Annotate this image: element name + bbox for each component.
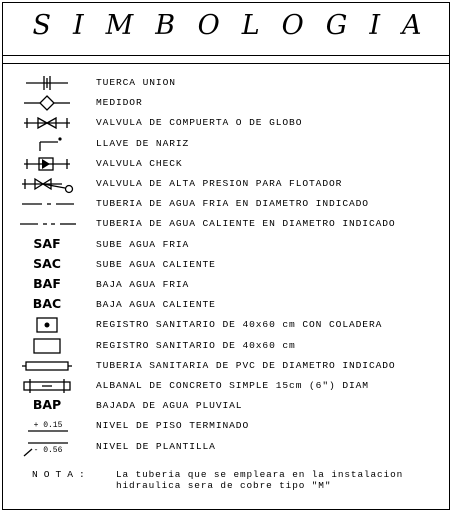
meter-icon [18,93,76,113]
legend-row [0,73,454,93]
concrete-drain-icon [18,376,76,396]
title-divider-bottom [2,63,450,64]
symbol-code: BAF [33,276,61,291]
level-value: + 0.15 [33,421,63,431]
legend-row [0,93,454,113]
gate-valve-icon [18,113,76,133]
legend-label: TUBERIA SANITARIA DE PVC DE DIAMETRO INDICADO [96,359,396,371]
legend-row [0,154,454,174]
pvc-pipe-icon [18,356,76,376]
legend-label: BAJA AGUA FRIA [96,279,190,290]
legend-label: LLAVE DE NARIZ [96,137,190,149]
legend-label: TUBERIA DE AGUA FRIA EN DIAMETRO INDICADO [96,198,369,210]
level-value: - 0.56 [33,445,63,455]
legend-row [0,134,454,154]
note-label: NOTA: [32,469,91,480]
legend-row [0,275,454,295]
legend-row [0,194,454,214]
legend-label: TUERCA UNION [96,77,176,88]
legend-label: SUBE AGUA CALIENTE [96,258,216,270]
symbol-code: BAP [32,397,62,413]
legend-row [0,315,454,335]
legend-row [0,416,454,436]
legend-label: REGISTRO SANITARIO DE 40x60 cm [96,339,296,351]
legend-row [0,174,454,194]
note-line-2: hidraulica sera de cobre tipo "M" [116,480,332,491]
legend-title: SIMBOLOGIA [32,10,444,41]
invert-level-icon [18,437,76,457]
legend-label: BAJA AGUA CALIENTE [96,299,216,311]
note-line-1: La tuberia que se empleara en la instalacion [116,469,404,480]
union-nut-icon [18,73,76,93]
legend-label: REGISTRO SANITARIO DE 40x60 cm CON COLADERA [96,319,383,331]
legend-row [0,336,454,356]
legend-label: VALVULA DE ALTA PRESION PARA FLOTADOR [96,178,343,189]
legend-label: ALBANAL DE CONCRETO SIMPLE 15cm (6") DIAM [96,380,369,391]
legend-row [0,396,454,416]
symbol-code: SAC [33,255,61,271]
legend-label: NIVEL DE PLANTILLA [96,440,216,452]
symbol-code: SAF [33,235,61,251]
legend-row [0,235,454,255]
register-icon [18,336,76,356]
check-valve-icon [18,154,76,174]
legend-label: VALVULA DE COMPUERTA O DE GLOBO [96,117,303,129]
floor-level-icon [18,416,76,436]
legend-row [0,376,454,396]
note-text [116,469,436,491]
cold-water-line-icon [18,194,76,214]
legend-label: MEDIDOR [96,97,143,109]
legend-row [0,214,454,234]
legend-row [0,356,454,376]
legend-label: BAJADA DE AGUA PLUVIAL [96,400,243,412]
symbol-code: BAC [32,296,62,312]
hose-bibb-icon [18,134,76,154]
title-divider-top [2,55,450,56]
legend-row [0,437,454,457]
legend-row [0,295,454,315]
legend-label: NIVEL DE PISO TERMINADO [96,420,250,432]
register-drain-icon [18,315,76,335]
legend-label: SUBE AGUA FRIA [96,238,190,250]
hot-water-line-icon [18,214,76,234]
legend-row [0,255,454,275]
legend-row [0,113,454,133]
legend-label: VALVULA CHECK [96,157,183,169]
legend-label: TUBERIA DE AGUA CALIENTE EN DIAMETRO INDICADO [96,218,396,230]
float-valve-icon [18,174,76,194]
